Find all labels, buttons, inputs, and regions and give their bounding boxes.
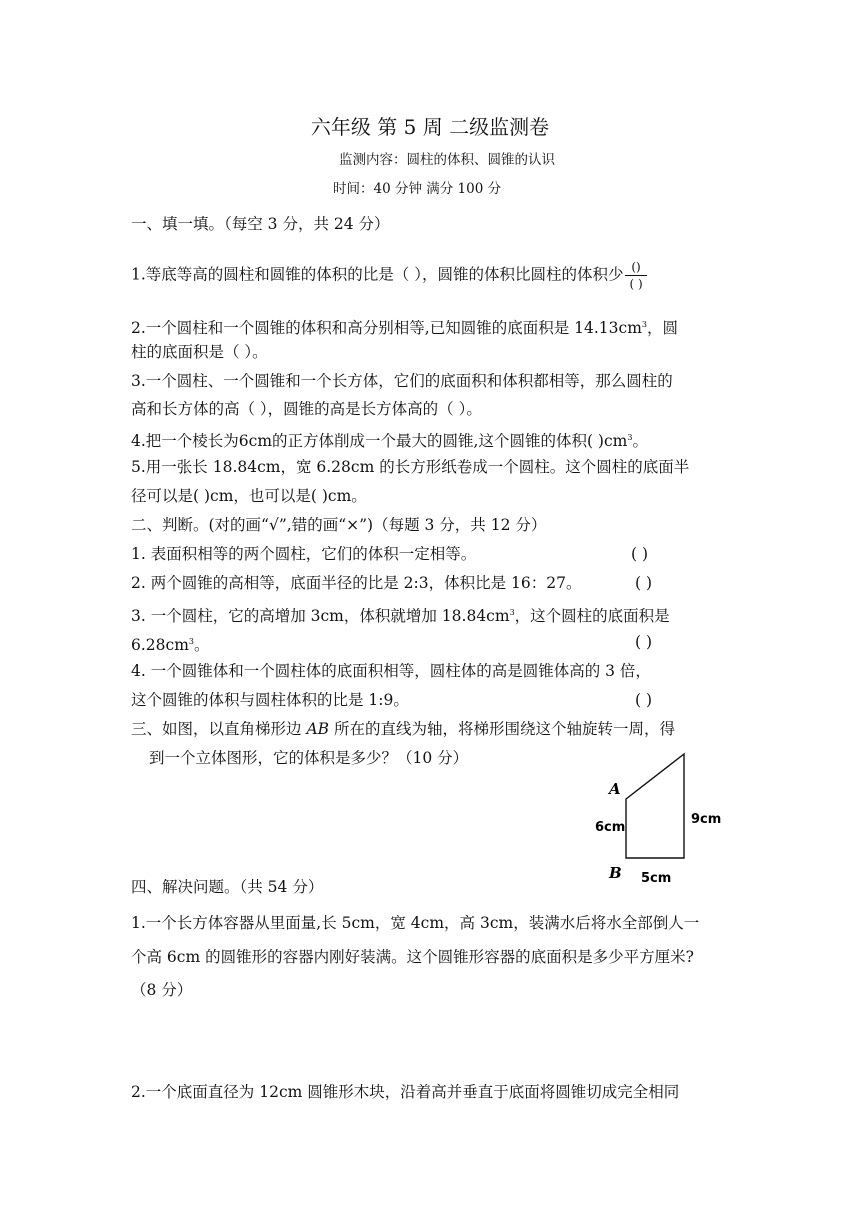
label-right: 9cm bbox=[691, 812, 722, 827]
s2-q3-line1 bbox=[131, 603, 670, 626]
label-a: A bbox=[609, 780, 621, 798]
s2-q3-text: 3. 一个圆柱，它的高增加 3cm，体积就增加 18.84cm bbox=[131, 607, 510, 626]
s1-q1 bbox=[131, 259, 647, 292]
s4-q1-line1: 1.一个长方体容器从里面量,长 5cm，宽 4cm，高 3cm，装满水后将水全部倒人一 bbox=[131, 914, 700, 932]
s2-q4-line2: 这个圆锥的体积与圆柱体积的比是 1:9。 bbox=[131, 691, 409, 709]
section3-line2: 到一个立体图形，它的体积是多少？（10 分） bbox=[149, 749, 469, 767]
label-b: B bbox=[609, 864, 622, 882]
section4-heading: 四、解决问题。（共 54 分） bbox=[131, 878, 324, 896]
s3-text-b: 所在的直线为轴，将梯形围绕这个轴旋转一周，得 bbox=[329, 720, 675, 738]
s1-q2-line2: 柱的底面积是（ ）。 bbox=[131, 343, 268, 361]
s3-text-a: 三、如图，以直角梯形边 bbox=[131, 720, 307, 738]
trapezoid-shape bbox=[626, 754, 684, 858]
label-left: 6cm bbox=[595, 820, 626, 835]
section2-heading: 二、判断。(对的画“√”,错的画“×”)（每题 3 分，共 12 分） bbox=[131, 516, 547, 534]
trapezoid-figure bbox=[595, 745, 745, 890]
s4-q2-line1: 2.一个底面直径为 12cm 圆锥形木块，沿着高并垂直于底面将圆锥切成完全相同 bbox=[131, 1083, 680, 1101]
answer-paren[interactable]: ( ) bbox=[635, 691, 653, 709]
s1-q2-text: 2.一个圆柱和一个圆锥的体积和高分别相等,已知圆锥的底面积是 14.13cm bbox=[131, 319, 642, 338]
fraction-denominator: ( ) bbox=[629, 277, 643, 291]
superscript-3: 3 bbox=[509, 608, 515, 617]
answer-paren[interactable]: ( ) bbox=[635, 633, 653, 651]
superscript-3: 3 bbox=[627, 433, 633, 442]
time-subtitle: 时间：40 分钟 满分 100 分 bbox=[333, 181, 502, 197]
s4-q1-line3: （8 分） bbox=[131, 981, 193, 999]
s1-q1-fraction bbox=[625, 259, 646, 292]
s1-q5-line1: 5.用一张长 18.84cm，宽 6.28cm 的长方形纸卷成一个圆柱。这个圆柱的底面半 bbox=[131, 458, 690, 476]
s4-q1-line2: 个高 6cm 的圆锥形的容器内刚好装满。这个圆锥形容器的底面积是多少平方厘米? bbox=[131, 948, 694, 966]
s3-ab: AB bbox=[306, 720, 330, 738]
s1-q4-tail: 。 bbox=[632, 432, 648, 451]
s2-q4-line1: 4. 一个圆锥体和一个圆柱体的底面积相等，圆柱体的高是圆锥体高的 3 倍， bbox=[131, 662, 651, 680]
s2-q2: 2. 两个圆锥的高相等，底面半径的比是 2:3，体积比是 16：27。 bbox=[131, 574, 582, 592]
s1-q1-text: 1.等底等高的圆柱和圆锥的体积的比是（ ），圆锥的体积比圆柱的体积少 bbox=[131, 265, 624, 284]
s2-q1: 1. 表面积相等的两个圆柱，它们的体积一定相等。 bbox=[131, 545, 477, 563]
superscript-3: 3 bbox=[641, 320, 647, 329]
s2-q3-value: 6.28cm bbox=[131, 636, 189, 655]
s1-q5-line2: 径可以是( )cm，也可以是( )cm。 bbox=[131, 487, 367, 505]
superscript-3: 3 bbox=[188, 637, 194, 646]
s1-q3-line1: 3.一个圆柱、一个圆锥和一个长方体，它们的底面积和体积都相等，那么圆柱的 bbox=[131, 372, 673, 390]
label-bottom: 5cm bbox=[641, 871, 672, 886]
answer-paren[interactable]: ( ) bbox=[635, 574, 653, 592]
s1-q4-text: 4.把一个棱长为6cm的正方体削成一个最大的圆锥,这个圆锥的体积( )cm bbox=[131, 432, 628, 451]
s1-q2-line1 bbox=[131, 315, 678, 338]
s1-q3-line2: 高和长方体的高（ ），圆锥的高是长方体高的（ ）。 bbox=[131, 400, 482, 418]
page-title: 六年级 第 5 周 二级监测卷 bbox=[310, 115, 550, 139]
s2-q3-line2 bbox=[131, 632, 210, 655]
s2-q3-tail2: 。 bbox=[193, 636, 210, 655]
fraction-numerator: () bbox=[625, 259, 646, 276]
s1-q4 bbox=[131, 428, 648, 451]
answer-paren[interactable]: ( ) bbox=[631, 545, 649, 563]
section3-heading bbox=[131, 719, 675, 739]
s2-q3-tail: ，这个圆柱的底面积是 bbox=[514, 607, 670, 626]
content-subtitle: 监测内容：圆柱的体积、圆锥的认识 bbox=[339, 152, 555, 168]
section1-heading: 一、填一填。（每空 3 分，共 24 分） bbox=[131, 215, 390, 233]
s1-q2-tail: ，圆 bbox=[647, 319, 679, 338]
